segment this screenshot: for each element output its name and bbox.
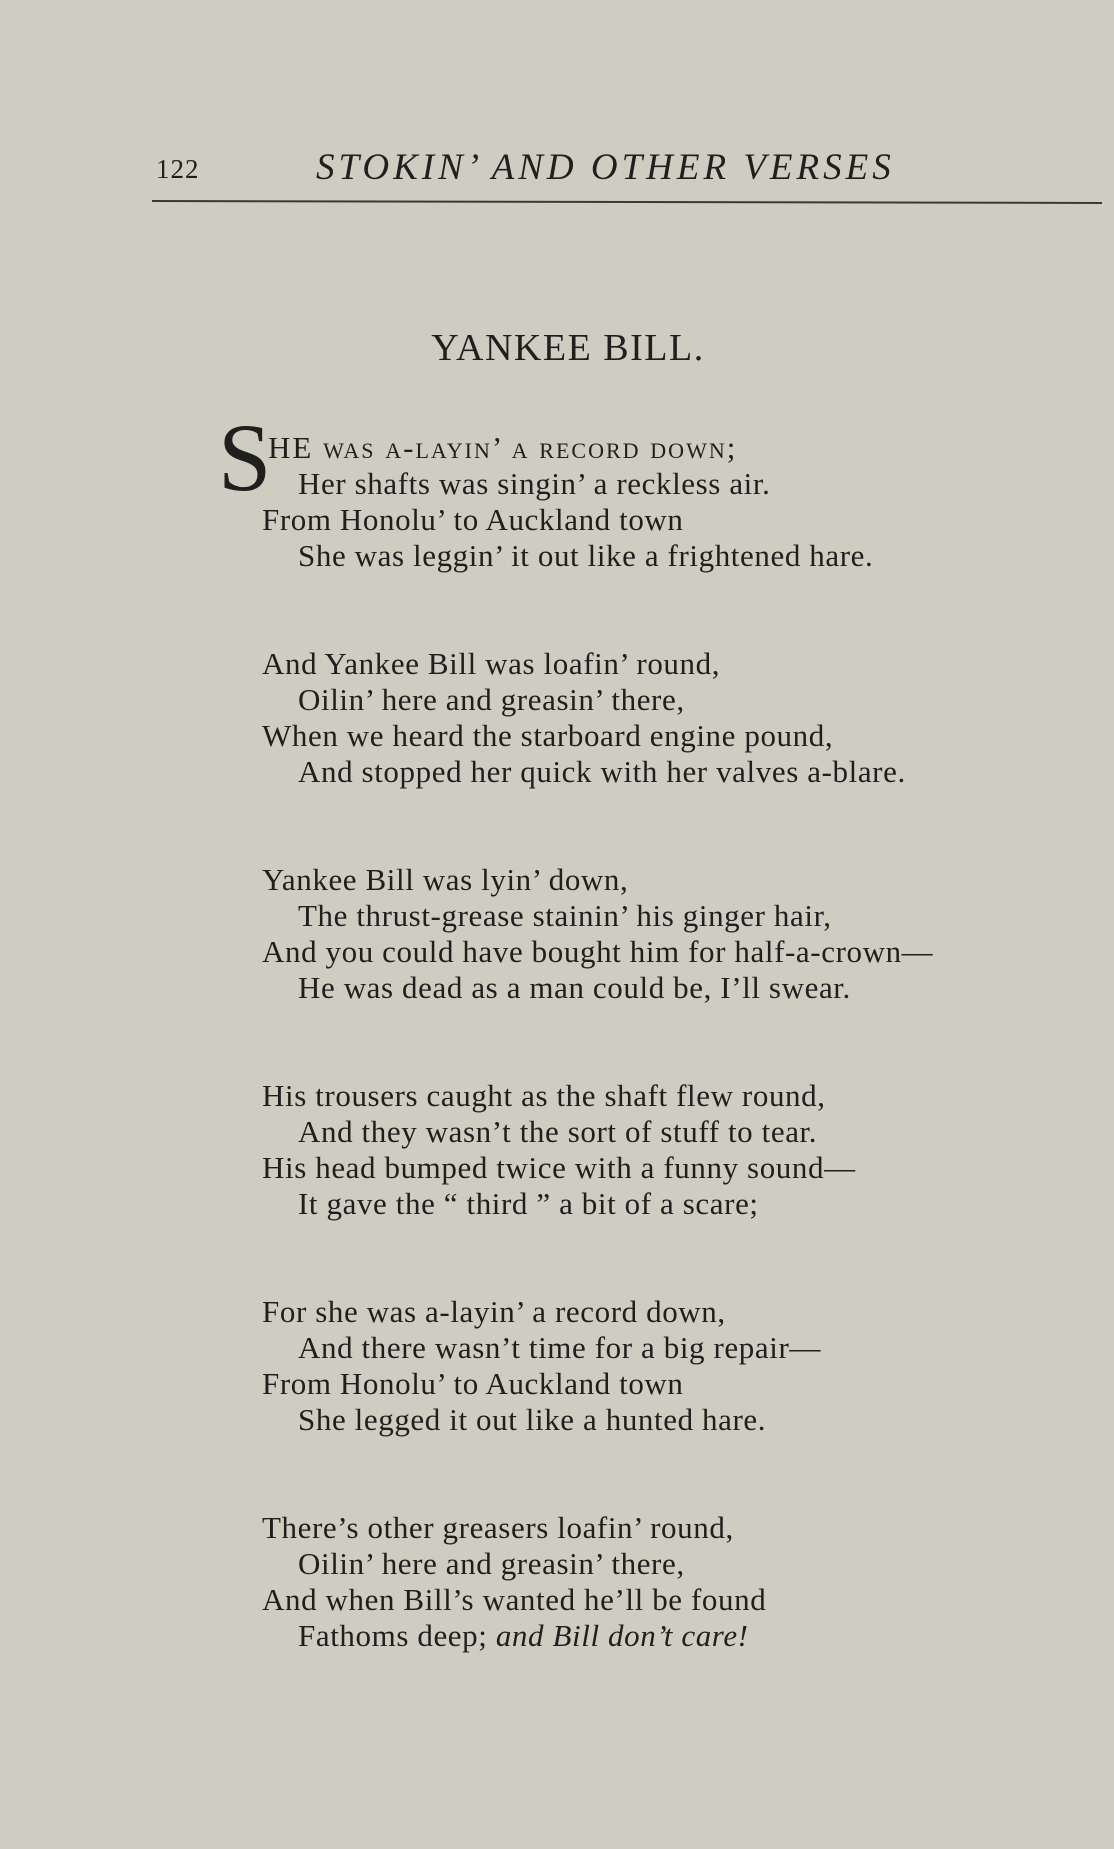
poem-line: His trousers caught as the shaft flew round, (262, 1078, 826, 1113)
poem-line: For she was a-layin’ a record down, (262, 1294, 726, 1329)
poem-line: From Honolu’ to Auckland town (262, 1366, 684, 1401)
page-number: 122 (156, 154, 200, 184)
poem-title: YANKEE BILL. (431, 327, 705, 369)
poem-line: She legged it out like a hunted hare. (298, 1402, 767, 1437)
poem-line: And there wasn’t time for a big repair— (298, 1330, 821, 1365)
stanza-5 (262, 1294, 1092, 1438)
poem-line: The thrust-grease stainin’ his ginger hair, (298, 898, 832, 933)
poem-line: Yankee Bill was lyin’ down, (262, 862, 629, 897)
poem-line: From Honolu’ to Auckland town (262, 502, 684, 537)
poem-line: When we heard the starboard engine pound, (262, 718, 834, 753)
poem-line: It gave the “ third ” a bit of a scare; (298, 1186, 759, 1221)
poem-line: He was dead as a man could be, I’ll swear. (298, 970, 851, 1005)
poem-line: Oilin’ here and greasin’ there, (298, 1546, 685, 1581)
poem-line: And you could have bought him for half-a-crown— (262, 934, 934, 969)
stanza-3 (262, 862, 1092, 1006)
poem-line: And stopped her quick with her valves a-blare. (298, 754, 906, 789)
stanza-4 (262, 1078, 1092, 1222)
stanza-6 (262, 1510, 1092, 1654)
poem-line: She was leggin’ it out like a frightened hare. (298, 538, 874, 573)
last-line-plain: Fathoms deep; (298, 1618, 496, 1653)
poem-line: Oilin’ here and greasin’ there, (298, 682, 685, 717)
poem-line: And they wasn’t the sort of stuff to tear. (298, 1114, 818, 1149)
page-header (156, 146, 1106, 196)
poem-line: His head bumped twice with a funny sound— (262, 1150, 856, 1185)
poem-line: And when Bill’s wanted he’ll be found (262, 1582, 767, 1617)
poem-line (268, 430, 737, 466)
poem-line: There’s other greasers loafin’ round, (262, 1510, 734, 1545)
drop-cap: S (218, 404, 272, 511)
last-line-italic: and Bill don’t care! (495, 1618, 749, 1653)
running-title: STOKIN’ AND OTHER VERSES (316, 147, 895, 188)
poem-line (262, 1618, 1092, 1654)
stanza-2 (262, 646, 1092, 790)
poem-line: Her shafts was singin’ a reckless air. (298, 466, 771, 501)
first-line-text: HE was a-layin’ a record down; (268, 430, 738, 465)
poem-line: And Yankee Bill was loafin’ round, (262, 646, 721, 681)
header-rule (152, 200, 1102, 204)
stanza-1 (262, 466, 1092, 574)
